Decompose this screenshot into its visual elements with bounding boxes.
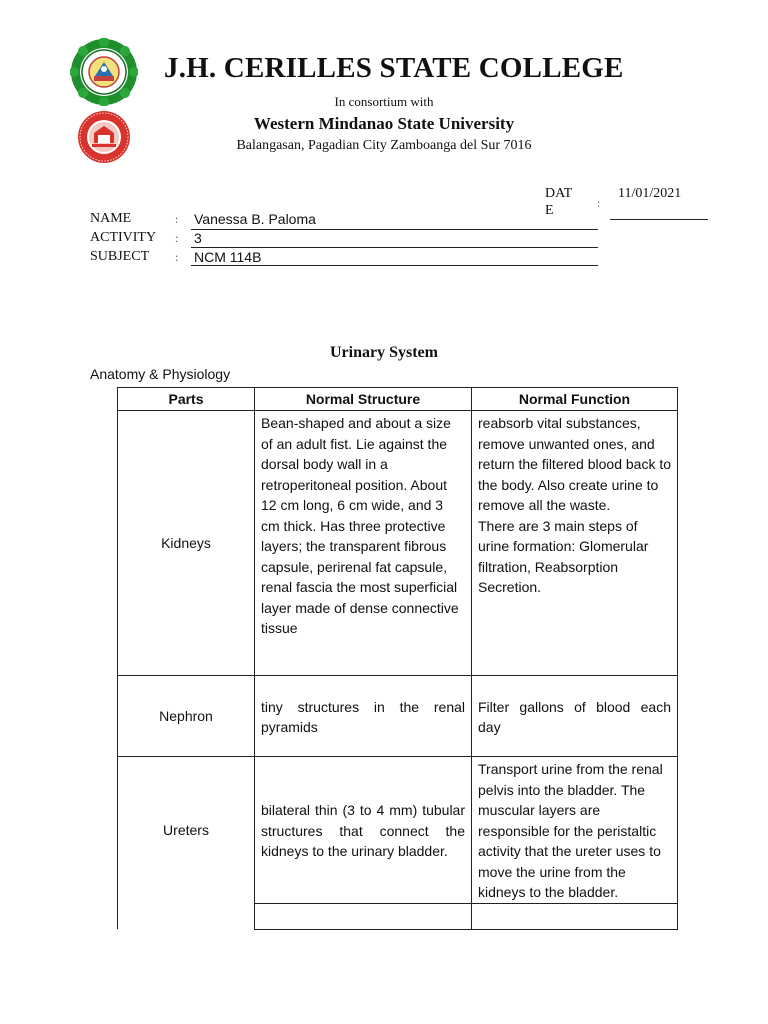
- date-label-line2: E: [545, 203, 554, 218]
- subject-value: NCM 114B: [194, 249, 262, 265]
- activity-value: 3: [194, 230, 202, 246]
- subject-label: SUBJECT: [90, 249, 150, 264]
- header-normal-structure: Normal Structure: [255, 388, 472, 411]
- header-normal-function: Normal Function: [472, 388, 678, 411]
- function-kidneys-text-1: reabsorb vital substances, remove unwanted ones, and return the filtered blood back to the body. Also create urine to remove all the waste.: [478, 415, 672, 513]
- table-row-empty: [118, 903, 678, 929]
- table-row: [118, 676, 678, 757]
- name-colon: :: [175, 212, 179, 226]
- empty-cell: [255, 903, 472, 929]
- structure-kidneys: Bean-shaped and about a size of an adult fist. Lie against the dorsal body wall in a retroperitoneal position. About 12 cm long, 6 cm wide, and 3 cm thick. Has three protective layers; the transparent fibrous capsule, perirenal fat capsule, renal fascia the most superficial layer made of dense connective tissue: [255, 411, 472, 676]
- name-value: Vanessa B. Paloma: [194, 211, 316, 227]
- table-row: [118, 411, 678, 676]
- function-kidneys: [472, 411, 678, 676]
- part-ureters: Ureters: [118, 757, 255, 904]
- date-value: 11/01/2021: [618, 186, 682, 201]
- college-address: Balangasan, Pagadian City Zamboanga del Sur 7016: [236, 138, 532, 153]
- college-name: J.H. CERILLES STATE COLLEGE: [164, 52, 624, 84]
- table-row: [118, 757, 678, 904]
- anatomy-table: [117, 387, 678, 930]
- function-kidneys-text-2: There are 3 main steps of urine formation: Glomerular filtration, Reabsorption Secretion.: [478, 517, 649, 595]
- university-name: Western Mindanao State University: [253, 114, 515, 133]
- table-header-row: [118, 388, 678, 411]
- empty-cell: [118, 903, 255, 929]
- name-underline: [191, 229, 598, 230]
- structure-nephron: tiny structures in the renal pyramids: [255, 676, 472, 757]
- activity-colon: :: [175, 231, 179, 245]
- section-subtitle: Anatomy & Physiology: [90, 366, 231, 382]
- part-nephron: Nephron: [118, 676, 255, 757]
- function-ureters: Transport urine from the renal pelvis into the bladder. The muscular layers are responsible for the peristaltic activity that the ureter uses to move the urine from the kidneys to the bladder.: [472, 757, 678, 904]
- date-label-line1: DAT: [545, 186, 573, 201]
- empty-cell: [472, 903, 678, 929]
- subject-underline: [191, 265, 598, 266]
- structure-ureters: bilateral thin (3 to 4 mm) tubular structures that connect the kidneys to the urinary bladder.: [255, 757, 472, 904]
- name-label: NAME: [90, 211, 132, 226]
- subject-colon: :: [175, 250, 179, 264]
- document-title: Urinary System: [330, 344, 438, 361]
- consortium-text: In consortium with: [334, 94, 434, 109]
- part-kidneys: Kidneys: [118, 411, 255, 676]
- date-underline: [610, 219, 708, 220]
- function-nephron: Filter gallons of blood each day: [472, 676, 678, 757]
- activity-underline: [191, 247, 598, 248]
- header-parts: Parts: [118, 388, 255, 411]
- activity-label: ACTIVITY: [90, 230, 157, 245]
- date-colon: :: [597, 196, 601, 210]
